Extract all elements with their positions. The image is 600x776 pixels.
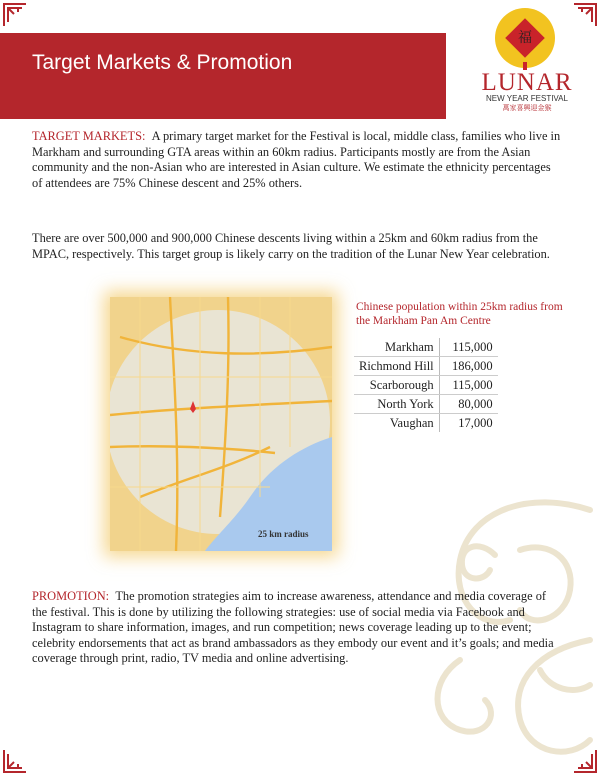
descents-paragraph: There are over 500,000 and 900,000 Chinese descents living within a 25km and 60km radius from the MPAC, respectively. This target group is likely carry on the tradition of the Lunar New Year celebration.	[32, 231, 550, 261]
radius-map	[110, 297, 332, 551]
logo-chinese-text: 萬家喜興迎金猴	[502, 104, 552, 112]
target-markets-paragraph	[32, 129, 562, 191]
promotion-lead: PROMOTION:	[32, 589, 110, 603]
population-table	[354, 338, 498, 432]
table-row	[354, 338, 498, 357]
table-row	[354, 395, 498, 414]
logo-subtitle: NEW YEAR FESTIVAL	[486, 94, 568, 103]
city-name: Markham	[354, 338, 439, 357]
population-title: Chinese population within 25km radius from the Markham Pan Am Centre	[356, 301, 563, 327]
promotion-text: The promotion strategies aim to increase awareness, attendance and media coverage of the festival. This is done by utilizing the following strategies: use of social media via Facebook and Instagram to share information, images, and run competition; news coverage leading up to the event; celebrity endorsements that act as brand ambassadors as they embody our event and it’s goals; and media coverage through print, radio, TV media and online advertising.	[32, 589, 554, 666]
population-value: 17,000	[458, 415, 493, 430]
map-radius-label: 25 km radius	[258, 529, 309, 539]
corner-ornament-top-left	[2, 2, 28, 28]
corner-ornament-bottom-left	[2, 748, 28, 774]
table-row	[354, 376, 498, 395]
target-markets-lead: TARGET MARKETS:	[32, 129, 146, 143]
city-name: Scarborough	[354, 376, 439, 395]
page-title: Target Markets & Promotion	[32, 51, 293, 74]
population-value: 115,000	[439, 376, 498, 395]
city-name: North York	[354, 395, 439, 414]
table-row	[354, 357, 498, 376]
city-name: Vaughan	[354, 414, 439, 433]
lunar-festival-logo	[473, 8, 581, 112]
population-value: 186,000	[439, 357, 498, 376]
city-name: Richmond Hill	[354, 357, 439, 376]
population-value: 80,000	[439, 395, 498, 414]
promotion-paragraph	[32, 589, 562, 667]
table-row	[354, 414, 498, 433]
logo-wordmark: LUNAR	[481, 69, 573, 96]
title-banner	[0, 33, 446, 119]
target-markets-text: A primary target market for the Festival is local, middle class, families who live in Markham and surrounding GTA areas within an 60km radius. Participants mostly are from the Asian community and the non-Asian who are interested in Asian culture. We estimate the ethnicity percentages of attendees are 75% Chinese descent and 25% others.	[32, 129, 561, 190]
logo-fu-character: 福	[518, 30, 532, 46]
population-value: 115,000	[439, 338, 498, 357]
